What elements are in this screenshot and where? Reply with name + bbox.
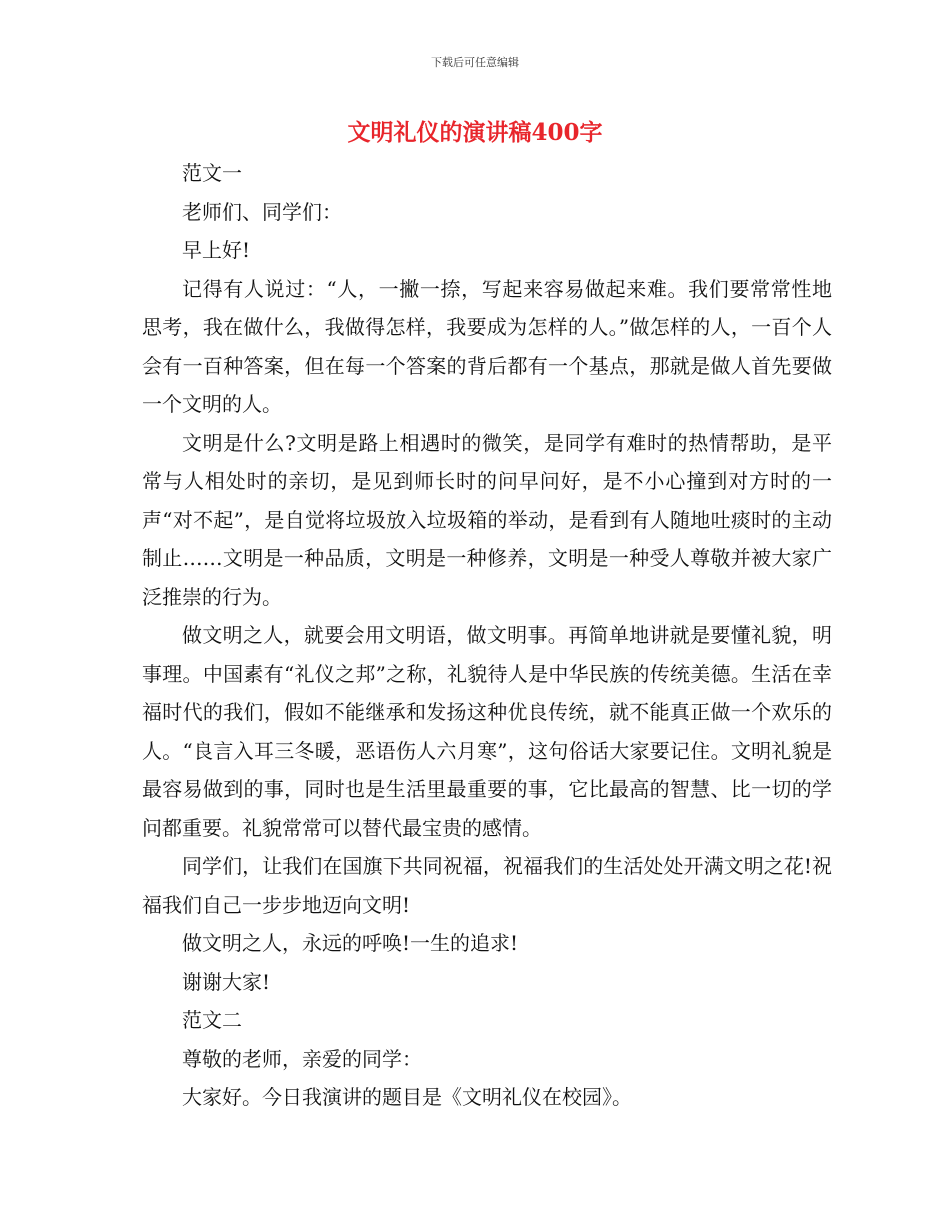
paragraph-thanks: 谢谢大家! [182,969,271,994]
paragraph-body: 同学们，让我们在国旗下共同祝福，祝福我们的生活处处开满文明之花!祝福我们自己一步步地迈向文明! [142,854,832,917]
paragraph-salutation: 尊敬的老师，亲爱的同学： [182,1046,422,1071]
header-note: 下载后可任意编辑 [431,56,519,69]
document-body [142,154,832,1117]
paragraph-sample-one-label: 范文一 [182,161,242,185]
paragraph-sample-two-label: 范文二 [182,1008,242,1032]
paragraph-greeting: 早上好! [182,238,251,262]
paragraph-salutation: 老师们、同学们： [182,199,342,224]
paragraph-body: 做文明之人，永远的呼唤!一生的追求! [182,931,519,955]
paragraph-body: 做文明之人，就要会用文明语，做文明事。再简单地讲就是要懂礼貌，明事理。中国素有“礼仪之邦”之称，礼貌待人是中华民族的传统美德。生活在幸福时代的我们，假如不能继承和发扬这种优良传统，就不能真正做一个欢乐的人。“良言入耳三冬暖，恶语伤人六月寒”，这句俗话大家要记住。文明礼貌是最容易做到的事，同时也是生活里最重要的事，它比最高的智慧、比一切的学问都重要。礼貌常常可以替代最宝贵的感情。 [142,623,832,840]
paragraph-body: 记得有人说过：“人，一撇一捺，写起来容易做起来难。我们要常常性地思考，我在做什么，我做得怎样，我要成为怎样的人。”做怎样的人，一百个人会有一百种答案，但在每一个答案的背后都有一个基点，那就是做人首先要做一个文明的人。 [142,276,832,416]
paragraph-body: 文明是什么?文明是路上相遇时的微笑，是同学有难时的热情帮助，是平常与人相处时的亲切，是见到师长时的问早问好，是不小心撞到对方时的一声“对不起”，是自觉将垃圾放入垃圾箱的举动，是看到有人随地吐痰时的主动制止……文明是一种品质，文明是一种修养，文明是一种受人尊敬并被大家广泛推崇的行为。 [142,430,832,609]
document-title: 文明礼仪的演讲稿400字 [347,119,603,146]
paragraph-body: 大家好。今日我演讲的题目是《文明礼仪在校园》。 [182,1085,632,1109]
